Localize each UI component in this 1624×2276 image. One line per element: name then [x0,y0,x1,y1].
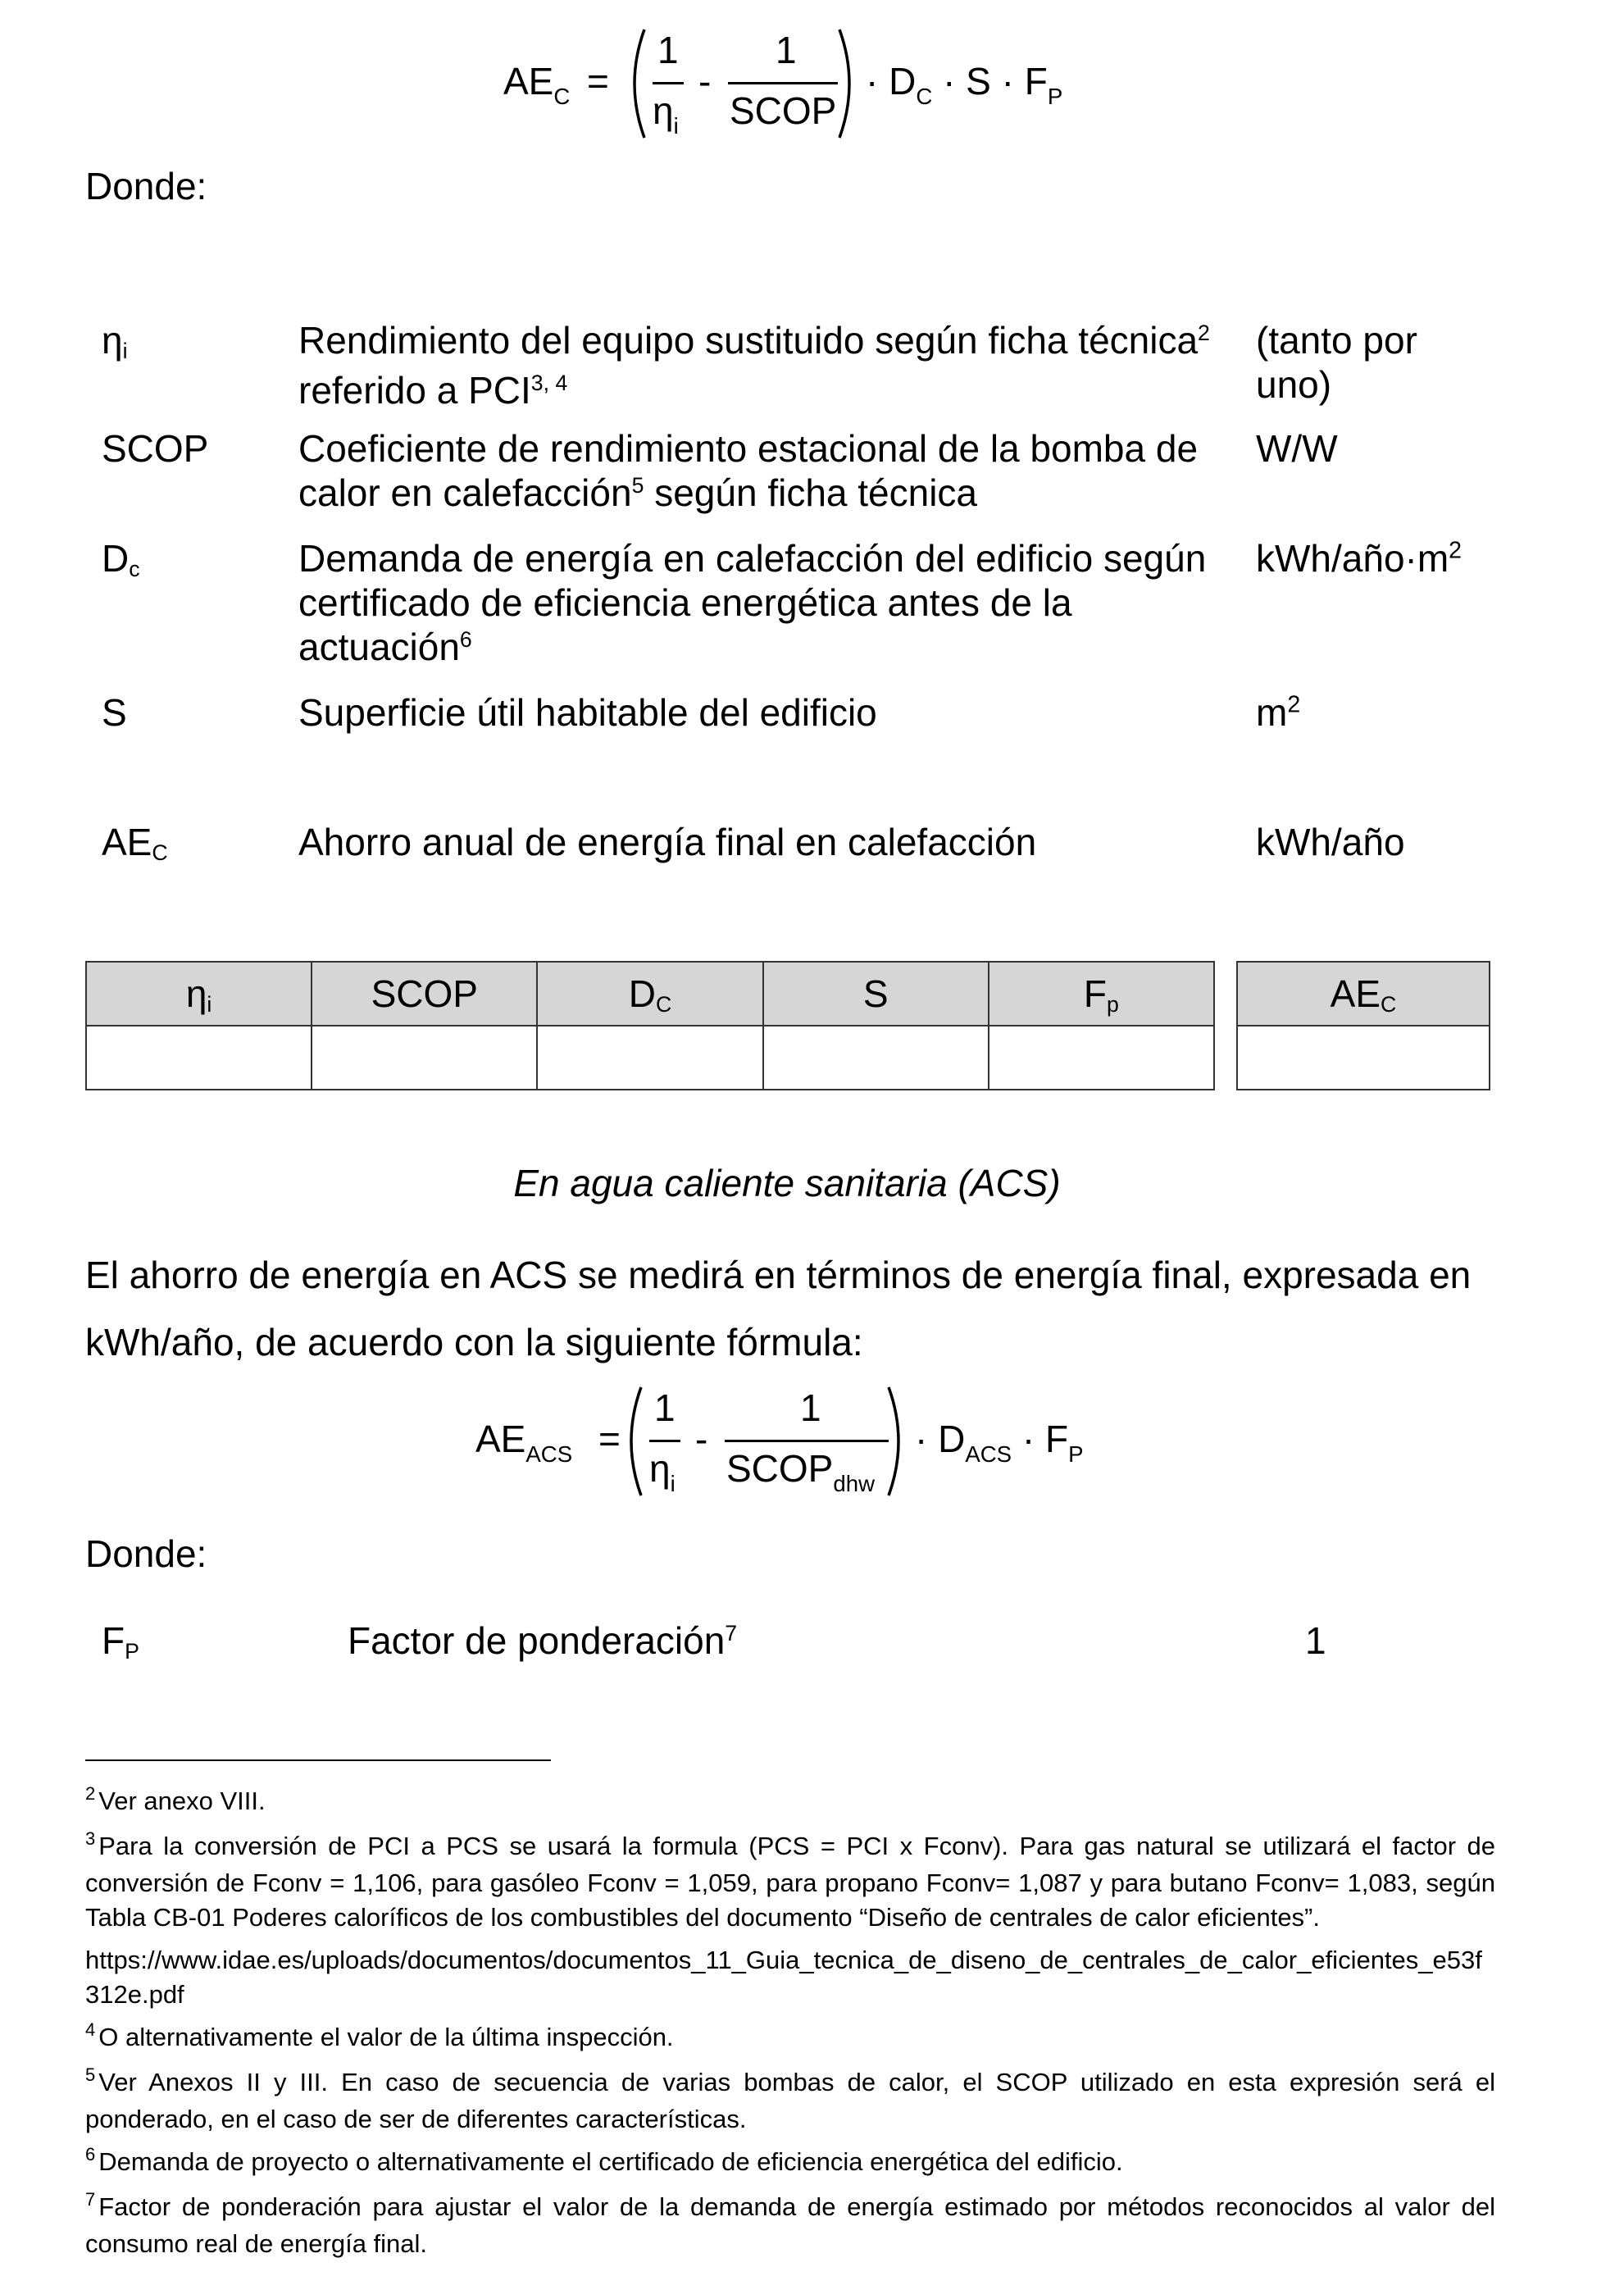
formula-equals: = [587,60,609,102]
def-symbol-sub: c [129,557,140,581]
footnote-7 [85,2190,1495,2261]
header-sub: C [655,992,672,1017]
def-unit-sup: 2 [1287,691,1301,718]
footnote-text: Para la conversión de PCI a PCS se usará la formula (PCS = PCI x Fconv). Para gas natural se utilizará el factor de conversión de Fconv = 1,106, para gasóleo Fconv = 1,059, para propano Fconv= 1,087 y para butano Fconv= 1,083, según Tabla CB-01 Poderes caloríficos de los combustibles del documento “Diseño de centrales de calor eficientes”. [85,1832,1495,1932]
left-paren [623,28,648,139]
acs-section-title: En agua caliente sanitaria (ACS) [513,1162,1061,1204]
def-unit-s [1256,690,1510,735]
def-unit-scop: W/W [1256,427,1338,470]
footnote-text: Ver anexo VIII. [98,1787,266,1815]
header-eta [86,962,312,1026]
def-symbol-s: S [102,691,127,734]
fraction2-den-sub: dhw [833,1471,875,1496]
fraction1-den-sub: i [670,1471,676,1496]
cell-s-value[interactable] [763,1026,989,1090]
footnote-ref: 3, 4 [530,371,568,395]
footnote-number: 5 [85,2064,96,2085]
formula-tail [866,59,1062,109]
def-desc-dc [298,536,1217,675]
fraction1-den-text: η [653,89,674,132]
footnote-ref: 5 [631,473,644,498]
def-symbol-dc [102,536,140,586]
formula-lhs-sub: C [553,84,571,109]
header-text: S [862,972,889,1015]
footnote-3-url[interactable] [85,1943,1495,2012]
def-unit-dc [1256,536,1510,580]
formula-tail [915,1417,1083,1467]
def-symbol-sub: i [122,339,128,363]
formula-minus: - [698,60,712,102]
def-desc-scop [298,426,1233,521]
fraction2-den-text: SCOP [726,1447,834,1490]
def-symbol-eta [102,318,128,368]
left-paren [620,1386,644,1497]
formula-heating [492,25,1099,156]
header-fp [989,962,1214,1026]
footnote-6 [85,2145,1495,2182]
def-desc-text: Coeficiente de rendimiento estacional de la bomba de calor en calefacción [298,427,1199,514]
formula-f-sub: P [1047,84,1063,109]
def-desc-text: Rendimiento del equipo sustituido según ficha técnica [298,319,1199,362]
footnote-number: 7 [85,2189,96,2210]
def-symbol-text: D [102,537,130,580]
formula-dot: · [866,60,879,102]
cell-aec-value[interactable] [1237,1026,1490,1090]
fraction1-bar [649,1440,680,1442]
fraction1-den-sub: i [673,113,679,139]
fraction1-bar [653,82,684,84]
footnote-2 [85,1784,1495,1821]
header-text: AE [1330,972,1381,1015]
table-input-row [86,1026,1214,1090]
def-unit-aec: kWh/año [1256,821,1405,863]
def-symbol-aec [102,820,168,870]
formula-f-sub: P [1068,1441,1084,1467]
fp-symbol-text: F [102,1619,125,1662]
def-symbol-text: η [102,319,123,362]
parameters-table [85,961,1215,1090]
fraction1-numerator: 1 [657,29,679,71]
formula-d-sub: ACS [965,1441,1012,1467]
def-unit-eta: (tanto por uno) [1256,319,1417,406]
formula-d: D [889,60,917,102]
header-text: SCOP [371,972,478,1015]
fraction1-denominator [653,89,679,139]
footnote-text: Factor de ponderación para ajustar el valor de la demanda de energía estimado por métodos reconocidos al valor del consumo real de energía final. [85,2192,1495,2258]
footnote-5 [85,2065,1495,2137]
def-symbol-scop: SCOP [102,427,209,470]
def-unit-text: kWh/año·m [1256,537,1449,580]
cell-fp-value[interactable] [989,1026,1214,1090]
header-text: η [185,972,207,1015]
footnote-number: 6 [85,2144,96,2164]
header-aec [1237,962,1490,1026]
table-header-row [86,962,1214,1026]
footnote-link[interactable]: https://www.idae.es/uploads/documentos/documentos_11_Guia_tecnica_de_diseno_de_centrales_de_calor_eficientes_e53f312e.pdf [85,1946,1482,2009]
footnote-text: Demanda de proyecto o alternativamente el certificado de eficiencia energética del edificio. [98,2147,1123,2176]
donde-label-2: Donde: [85,1532,207,1575]
fraction1-den-text: η [649,1447,671,1490]
formula-lhs-sub: ACS [525,1441,573,1467]
right-paren [885,1386,910,1497]
footnotes [85,1784,1495,2269]
def-symbol-text: AE [102,821,152,863]
fraction2-denominator: SCOP [730,89,837,132]
result-header-row [1237,962,1490,1026]
header-scop [312,962,537,1026]
fraction1-denominator [649,1446,676,1496]
fp-symbol-sub: P [125,1639,139,1664]
footnote-number: 4 [85,2019,96,2040]
cell-scop-value[interactable] [312,1026,537,1090]
result-table [1236,961,1490,1090]
fraction2-numerator: 1 [800,1386,821,1429]
fp-value: 1 [1305,1619,1326,1662]
footnote-ref: 7 [725,1621,738,1646]
footnote-number: 2 [85,1783,96,1804]
formula-d-sub: C [916,84,933,109]
formula-f: · F [1021,1418,1069,1460]
formula-minus: - [695,1418,708,1460]
header-dc [537,962,762,1026]
def-unit-sup: 2 [1449,537,1463,564]
def-desc-aec: Ahorro anual de energía final en calefacción [298,821,1037,863]
right-paren [836,28,861,139]
fraction2-numerator: 1 [776,29,797,71]
def-desc-text: Demanda de energía en calefacción del edificio según certificado de eficiencia energética antes de la actuación [298,537,1207,668]
footnote-4 [85,2020,1495,2057]
formula-lhs [475,1417,572,1467]
result-input-row [1237,1026,1490,1090]
header-sub: C [1381,992,1397,1017]
formula-d: · D [915,1418,966,1460]
fp-description [348,1618,1282,1668]
header-text: F [1083,972,1107,1015]
def-desc-text-2: referido a PCI [298,369,531,412]
formula-s-f: · S · F [943,60,1048,102]
def-symbol-sub: C [152,840,168,865]
formula-acs [464,1382,1120,1514]
header-text: D [628,972,656,1015]
footnote-text: Ver Anexos II y III. En caso de secuencia de varias bombas de calor, el SCOP utilizado en esta expresión será el ponderado, en el caso de ser de diferentes características. [85,2068,1495,2133]
footnote-number: 3 [85,1828,96,1849]
cell-dc-value[interactable] [537,1026,762,1090]
acs-paragraph: El ahorro de energía en ACS se medirá en términos de energía final, expresada en kWh/año, de acuerdo con la siguiente fórmula: [85,1254,1472,1363]
footnote-3 [85,1829,1495,1935]
fraction1-numerator: 1 [654,1386,676,1429]
fp-desc-text: Factor de ponderación [348,1619,726,1662]
cell-eta-value[interactable] [86,1026,312,1090]
header-s [763,962,989,1026]
formula-lhs-text: AE [475,1418,526,1460]
formula-lhs-text: AE [503,60,554,102]
footnote-ref: 6 [459,627,472,652]
fraction2-denominator [726,1446,875,1496]
formula-equals: = [598,1418,621,1460]
footnote-text: O alternativamente el valor de la última inspección. [98,2023,674,2051]
donde-label: Donde: [85,165,207,207]
def-desc-eta [298,318,1217,418]
footnote-ref: 2 [1198,321,1210,345]
footnote-separator [85,1759,551,1761]
fraction2-bar [728,82,838,84]
header-sub: i [207,992,212,1017]
fraction2-bar [725,1440,889,1442]
def-desc-s: Superficie útil habitable del edificio [298,691,877,734]
fp-symbol [102,1618,139,1668]
header-sub: p [1107,992,1119,1017]
def-desc-text-2: según ficha técnica [644,471,978,514]
formula-lhs [503,59,570,109]
def-unit-text: m [1256,691,1288,734]
